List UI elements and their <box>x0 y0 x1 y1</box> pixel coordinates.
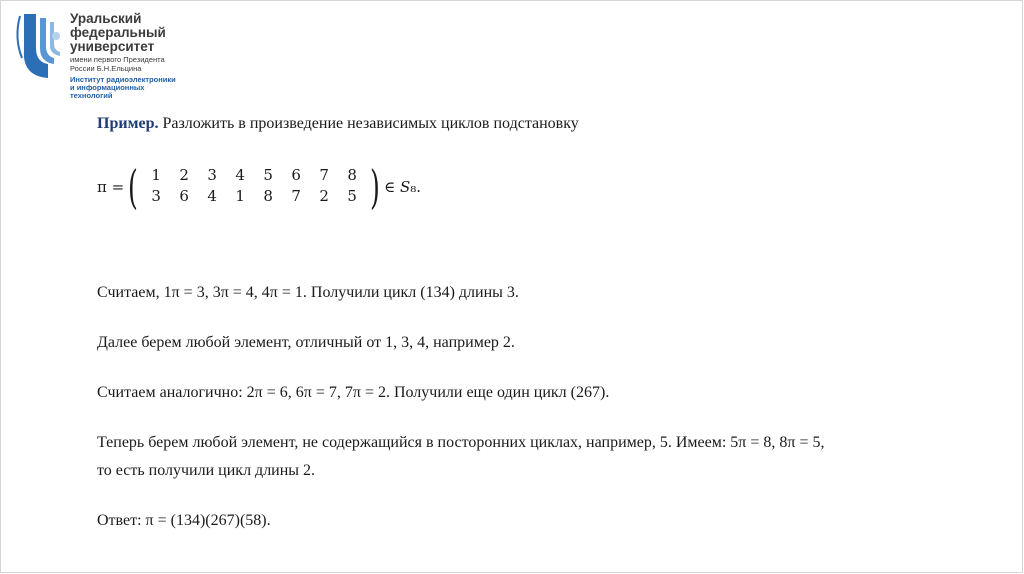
text-line-3: Считаем аналогично: 2π = 6, 6π = 7, 7π = 2. Получили еще один цикл (267). <box>97 384 610 401</box>
permutation <box>97 160 422 214</box>
perm-top-cell: 6 <box>291 166 301 184</box>
logo-institute-line-2: и информационных <box>70 83 145 92</box>
logo-name-line-2: федеральный <box>70 25 166 40</box>
answer-line: Ответ: π = (134)(267)(58). <box>97 512 271 529</box>
perm-bottom-cell: 6 <box>179 187 189 205</box>
logo-name-line-1: Уральский <box>70 11 142 26</box>
text-line-1: Считаем, 1π = 3, 3π = 4, 4π = 1. Получили цикл (134) длины 3. <box>97 284 519 301</box>
urfu-emblem-icon <box>12 8 72 84</box>
perm-top-cell: 1 <box>151 166 161 184</box>
perm-top-cell: 2 <box>179 166 189 184</box>
perm-top-cell: 5 <box>263 166 273 184</box>
perm-top-cell: 3 <box>207 166 217 184</box>
logo-institute-line-1: Институт радиоэлектроники <box>70 75 176 84</box>
permutation-matrix <box>142 166 366 208</box>
perm-bottom-cell: 1 <box>235 187 245 205</box>
text-line-4b: то есть получили цикл длины 2. <box>97 462 316 479</box>
perm-bottom-cell: 3 <box>151 187 161 205</box>
perm-top-cell: 7 <box>319 166 329 184</box>
perm-bottom-cell: 8 <box>263 187 273 205</box>
logo-text <box>70 12 176 100</box>
permutation-lhs: π = <box>97 178 125 196</box>
logo-name-line-3: университет <box>70 39 155 54</box>
university-logo <box>12 8 212 108</box>
permutation-rhs: ∈ 𝑆₈. <box>384 178 422 196</box>
right-paren: ) <box>370 160 381 214</box>
perm-bottom-cell: 7 <box>291 187 301 205</box>
logo-institute <box>70 76 176 100</box>
logo-subtitle <box>70 56 176 73</box>
logo-subtitle-line-2: России Б.Н.Ельцина <box>70 63 142 73</box>
text-line-2: Далее берем любой элемент, отличный от 1, 3, 4, например 2. <box>97 334 515 351</box>
perm-bottom-cell: 2 <box>319 187 329 205</box>
text-line-4a: Теперь берем любой элемент, не содержащийся в посторонних циклах, например, 5. Имеем: 5π = 8, 8π = 5, <box>97 434 825 451</box>
perm-top-cell: 4 <box>235 166 245 184</box>
perm-top-cell: 8 <box>347 166 357 184</box>
left-paren: ( <box>128 160 139 214</box>
example-task: Разложить в произведение независимых циклов подстановку <box>158 115 579 132</box>
perm-bottom-cell: 5 <box>347 187 357 205</box>
logo-subtitle-line-1: имени первого Президента <box>70 55 165 64</box>
perm-bottom-cell: 4 <box>207 187 217 205</box>
logo-institute-line-3: технологий <box>70 91 113 100</box>
example-heading <box>97 115 579 133</box>
example-label: Пример. <box>97 115 159 132</box>
